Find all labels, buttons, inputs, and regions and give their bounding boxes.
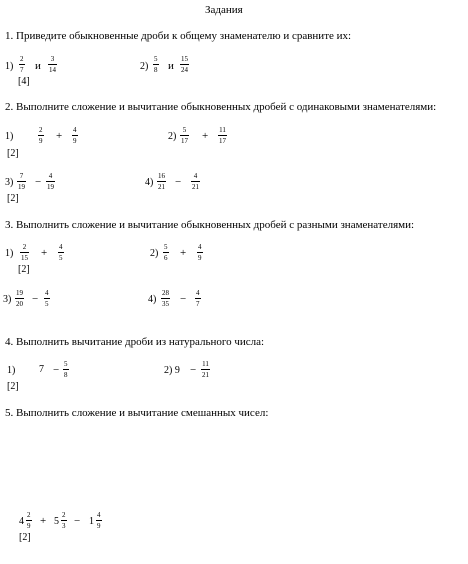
task-2-item-4-operator: − [175,176,182,188]
task-5-term-1-whole: 4 [19,516,24,527]
task-4-item-1-operator: − [53,364,60,376]
task-3-item-3-number: 3) [3,294,12,305]
task-5-term-3-whole: 1 [89,516,94,527]
task-2-item-4-number: 4) [145,177,154,188]
task-3-item-1-fraction-a: 2 15 [21,243,28,262]
task-3-item-1-operator: + [41,247,48,259]
task-5-heading: 5. Выполнить сложение и вычитание смешанных чисел: [5,407,269,419]
task-4-item-2-number: 2) 9 [164,365,180,376]
task-1-item-1-fraction-b: 3 14 [49,55,56,74]
task-3-item-4-fraction-b: 4 7 [196,289,200,308]
task-3-item-2-fraction-b: 4 9 [198,243,202,262]
task-4-item-2-operator: − [190,364,197,376]
task-4-item-1-number: 1) [7,365,16,376]
task-1-item-1-fraction-a: 2 7 [20,55,24,74]
task-1-heading: 1. Приведите обыкновенные дроби к общему знаменателю и сравните их: [5,30,352,42]
task-4-item-2-fraction: 11 21 [202,360,209,379]
task-3-marks: [2] [18,264,30,275]
task-2-item-2-fraction-b: 11 17 [219,126,226,145]
task-3-heading: 3. Выполнить сложение и вычитание обыкновенных дробей с разными знаменателями: [5,219,415,231]
task-3-item-3-fraction-b: 4 5 [45,289,49,308]
task-3-item-2-number: 2) [150,248,159,259]
task-2-item-2-fraction-a: 5 17 [181,126,188,145]
task-5-term-1-fraction: 2 9 [27,511,31,530]
task-2-marks-1: [2] [7,148,19,159]
task-2-item-3-number: 3) [5,177,14,188]
task-1-item-2-number: 2) [140,61,149,72]
task-2-item-1-operator: + [56,130,63,142]
task-3-item-4-fraction-a: 28 35 [162,289,169,308]
task-3-item-2-fraction-a: 5 6 [164,243,168,262]
task-5-operator-2: − [74,515,81,527]
task-3-item-4-operator: − [180,293,187,305]
task-1-marks: [4] [18,76,30,87]
task-5-operator-1: + [40,515,47,527]
task-2-item-1-fraction-b: 4 9 [73,126,77,145]
task-2-item-4-fraction-a: 16 21 [158,172,165,191]
task-4-marks: [2] [7,381,19,392]
task-2-item-3-fraction-b: 4 19 [47,172,54,191]
task-2-item-1-fraction-a: 2 9 [39,126,43,145]
task-3-item-1-fraction-b: 4 5 [59,243,63,262]
task-2-item-2-operator: + [202,130,209,142]
task-4-item-1-whole: 7 [39,364,44,375]
task-3-item-4-number: 4) [148,294,157,305]
task-2-item-2-number: 2) [168,131,177,142]
task-1-item-1-operator: и [35,60,41,72]
task-4-heading: 4. Выполнить вычитание дроби из натурального числа: [5,336,265,348]
task-2-marks-2: [2] [7,193,19,204]
task-1-item-2-operator: и [168,60,174,72]
task-1-item-2-fraction-a: 5 8 [154,55,158,74]
task-2-item-3-operator: − [35,176,42,188]
task-3-item-1-number: 1) [5,248,14,259]
task-4-item-1-fraction: 5 8 [64,360,68,379]
task-5-marks: [2] [19,532,31,543]
task-2-heading: 2. Выполните сложение и вычитание обыкновенных дробей с одинаковыми знаменателями: [5,101,437,113]
task-5-term-2-fraction: 2 3 [62,511,66,530]
task-3-item-3-fraction-a: 19 20 [16,289,23,308]
task-2-item-1-number: 1) [5,131,14,142]
task-3-item-3-operator: − [32,293,39,305]
task-5-term-2-whole: 5 [54,516,59,527]
page-title: Задания [205,4,243,16]
task-5-term-3-fraction: 4 9 [97,511,101,530]
task-1-item-1-number: 1) [5,61,14,72]
task-2-item-4-fraction-b: 4 21 [192,172,199,191]
task-2-item-3-fraction-a: 7 19 [18,172,25,191]
task-3-item-2-operator: + [180,247,187,259]
task-1-item-2-fraction-b: 15 24 [181,55,188,74]
